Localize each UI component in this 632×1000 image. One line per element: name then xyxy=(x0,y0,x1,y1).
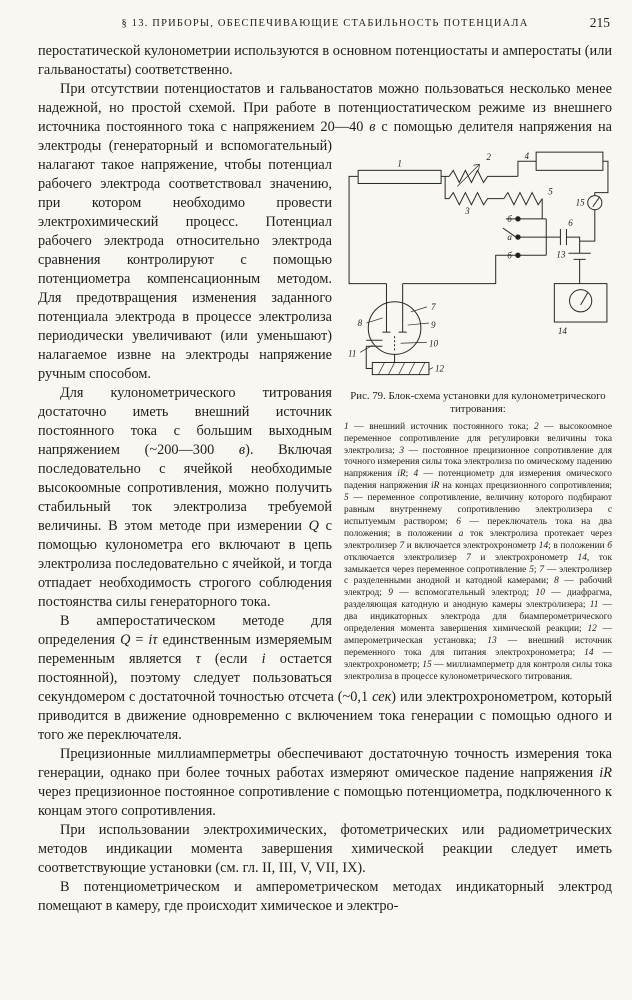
diagram-label-12: 12 xyxy=(435,363,445,374)
switch-6 xyxy=(403,217,547,284)
paragraph-7: В потенциометрическом и амперометрическом методах индикаторный электрод помещают в камеру, где происходит химическое и электро- xyxy=(38,879,612,914)
diagram-label-3: 3 xyxy=(465,205,470,216)
diagram-label-13: 13 xyxy=(556,249,566,260)
paragraph-1: перостатической кулонометрии используются в основном потенциостаты и амперостаты (или гальваностаты) соответственно. xyxy=(38,43,612,78)
diagram-label-6: 6 xyxy=(568,217,573,228)
diagram-label-7: 7 xyxy=(430,301,436,312)
diagram-label-8: 8 xyxy=(357,318,363,329)
diagram-label-pos-b-top: б xyxy=(507,213,512,224)
diagram-labels xyxy=(348,151,585,373)
paragraph-2-rest: (генераторный и вспомогательный) налагают такое напряжение, чтобы потенциал рабочего электрода соответствовал значению, при котором необходимо провести электрохимический процесс. Потенциал рабочего электрода относительно электрода сравнения контролируют с помощью потенциометра компенсационным методом. Для предотвращения изменения заданного потенциала электрода в процессе электролиза периодически увеличивают (или уменьшают) налагаемое извне на электроды напряжение ручным способом. xyxy=(38,138,332,382)
amperometric-unit-12 xyxy=(372,362,429,374)
page-body xyxy=(38,42,612,916)
figure-caption-title: Рис. 79. Блок-схема установки для кулонометрического титрования: xyxy=(350,389,606,416)
paragraph-6: При использовании электрохимических, фотометрических или радиометрических методов индикации момента завершения химической реакции следует иметь соответствующие установки (см. гл. II, III, V, VII, IX). xyxy=(38,822,612,876)
diagram-label-pos-a: а xyxy=(507,232,512,243)
paragraph-4: В амперостатическом методе для определения Q = iτ единственным измеряемым переменным является τ (если i остается постоянной), поэтому следует пользоваться секундомером с достаточной точностью отсчета (~0,1 сек) или электрохронометром, который приводится в движение одновременно с включением тока генерации с помощью одного и того же переключателя. xyxy=(38,613,612,743)
diagram-label-5: 5 xyxy=(548,186,553,197)
diagram-label-2: 2 xyxy=(486,152,491,163)
potentiometer-4 xyxy=(536,152,603,170)
diagram-label-10: 10 xyxy=(428,338,439,349)
diagram-label-4: 4 xyxy=(524,151,530,162)
page-number: 215 xyxy=(589,15,610,30)
circuit-diagram xyxy=(344,140,612,383)
paragraph-5: Прецизионные миллиамперметры обеспечивают достаточную точность измерения тока генерации, однако при более точных работах измеряют омическое падение напряжения iR через прецизионное постоянное сопротивление с помощью потенциометра, подключенного к концам этого сопротивления. xyxy=(38,746,612,819)
dc-source-1 xyxy=(358,170,441,183)
diagram-label-1: 1 xyxy=(397,158,402,169)
resistor-5 xyxy=(504,193,542,205)
ac-source-13 xyxy=(569,241,591,283)
diagram-label-14: 14 xyxy=(557,326,567,337)
diagram-label-9: 9 xyxy=(430,320,436,331)
resistor-3 xyxy=(449,193,504,205)
electrochronometer-14 xyxy=(554,284,607,322)
electrolyzer-7 xyxy=(366,284,421,369)
figure-caption-legend: 1 — внешний источник постоянного тока; 2 — высокоомное переменное сопротивление для регулировки величины тока электролиза; 3 — постоянное прецизионное сопротивление для точного измерения силы тока электролиза по омическому падению напряжения iR; 4 — потенциометр для измерения омического падения напряжения iR на концах прецизионного сопротивления; 5 — переменное сопротивление, величину которого подбирают равным внутреннему сопротивлению электролизера с испытуемым раствором; 6 — переключатель тока на два положения; в положении а ток электролиза протекает через электролизер 7 и включается электрохронометр 14; в положении б отключается электролизер 7 и электрохронометр 14, ток замыкается через переменное сопротивление 5; 7 — электролизер с разделенными анодной и катодной камерами; 8 — рабочий электрод; 9 — вспомогательный электрод; 10 — диафрагма, разделяющая катодную и анодную камеры электролизера; 11 — два индикаторных электрода для биамперометрического определения момента завершения химической реакции; 12 — амперометрическая установка; 13 — внешний источник переменного тока для питания электрохронометра; 14 — электрохронометр; 15 — миллиамперметр для контроля силы тока электролиза в процессе кулонометрического титрования. xyxy=(344,421,613,682)
page-header xyxy=(38,15,612,30)
paragraph-2-intro: При отсутствии потенциостатов и гальваностатов можно пользоваться несколько менее надежной, но простой схемой. При работе в потенциостатическом режиме из внешнего источника постоянного тока с напряжением 20—40 в с помощью делителя напряжения на электроды xyxy=(38,81,613,154)
resistor-2 xyxy=(449,170,518,182)
diagram-label-15: 15 xyxy=(575,197,585,208)
paragraph-3: Для кулонометрического титрования достаточно иметь внешний источник постоянного тока с большим выходным напряжением (~200—300 в). Включая последовательно с ячейкой необходимые высокоомные сопротивления, можно получить стабильный ток электролиза требуемой величины. В этом методе при измерении Q с помощью кулонометра его включают в цепь электролиза последовательно с ячейкой, и тогда отпадает необходимость строгого соблюдения постоянства силы генераторного тока. xyxy=(38,385,332,610)
milliammeter-15 xyxy=(588,196,602,210)
diagram-label-pos-b-bottom: б xyxy=(507,250,512,261)
diagram-label-11: 11 xyxy=(348,348,357,359)
running-header: § 13. ПРИБОРЫ, ОБЕСПЕЧИВАЮЩИЕ СТАБИЛЬНОСТЬ ПОТЕНЦИАЛА xyxy=(121,18,529,29)
figure-79 xyxy=(344,140,612,684)
diagram-wiring xyxy=(349,152,608,374)
